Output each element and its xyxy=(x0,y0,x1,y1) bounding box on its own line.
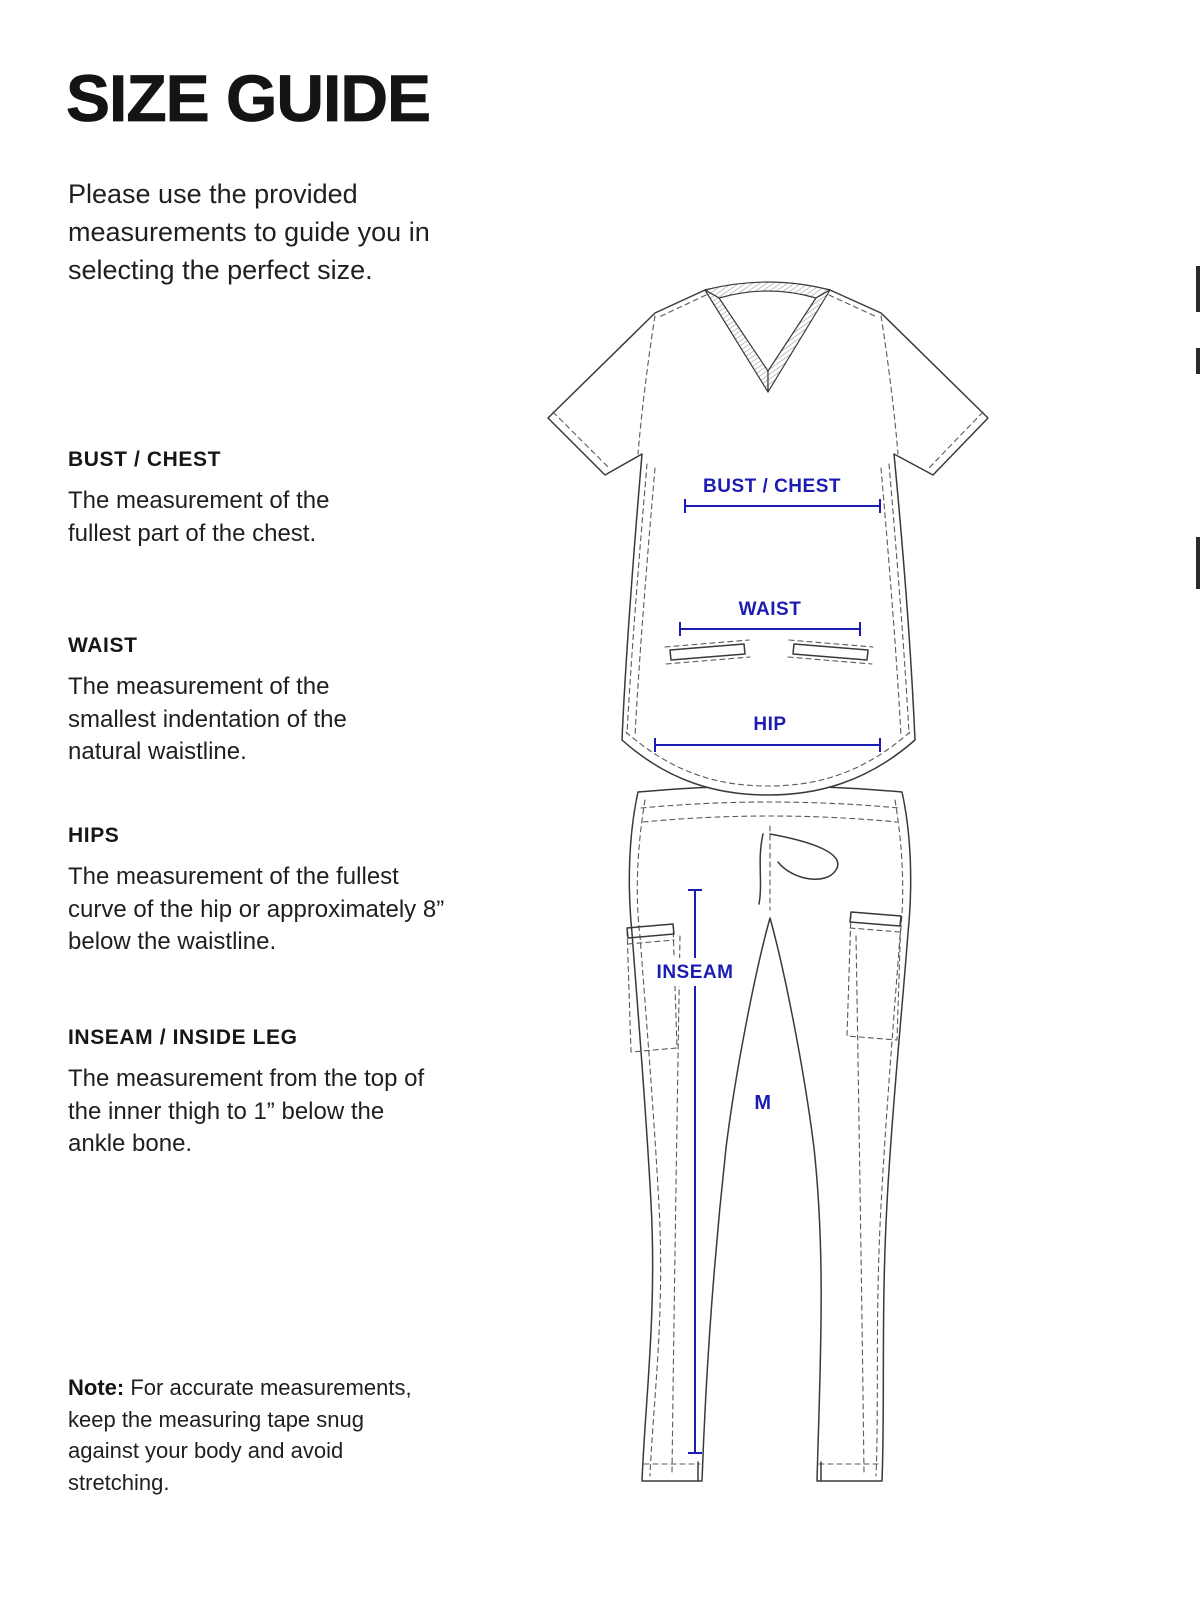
section-body-inseam: The measurement from the top of the inner thigh to 1” below the ankle bone. xyxy=(68,1065,425,1158)
garment-diagram xyxy=(530,268,1010,1548)
scrub-pants-drawing xyxy=(627,786,911,1481)
waist-label: WAIST xyxy=(738,599,802,620)
size-marker-label: M xyxy=(754,1092,772,1114)
section-body-hips: The measurement of the fullest curve of the hip or approximately 8” below the waistline. xyxy=(68,863,445,956)
scrubs-technical-sketch xyxy=(530,268,1010,1548)
section-heading-inseam: INSEAM / INSIDE LEG xyxy=(68,1026,298,1049)
section-heading-bust: BUST / CHEST xyxy=(68,448,222,471)
section-heading-waist: WAIST xyxy=(68,634,138,657)
section-hips xyxy=(68,824,453,959)
page-title: SIZE GUIDE xyxy=(66,61,431,135)
edge-artifact-2 xyxy=(1196,348,1200,374)
note-body: For accurate measurements, keep the measuring tape snug against your body and avoid stretching. xyxy=(68,1375,412,1496)
section-waist xyxy=(68,634,383,769)
edge-artifact-1 xyxy=(1196,266,1200,312)
note-text xyxy=(68,1372,413,1499)
note-label: Note: xyxy=(68,1375,125,1400)
inseam-label: INSEAM xyxy=(656,962,734,983)
bust-label: BUST / CHEST xyxy=(703,476,841,497)
section-body-bust: The measurement of the fullest part of the chest. xyxy=(68,487,330,547)
intro-text: Please use the provided measurements to guide you in selecting the perfect size. xyxy=(68,179,430,285)
hip-label: HIP xyxy=(753,714,787,735)
section-inseam xyxy=(68,1026,428,1161)
section-body-waist: The measurement of the smallest indentation of the natural waistline. xyxy=(68,673,347,766)
section-bust-chest xyxy=(68,448,368,550)
section-heading-hips: HIPS xyxy=(68,824,120,847)
edge-artifact-3 xyxy=(1196,537,1200,589)
